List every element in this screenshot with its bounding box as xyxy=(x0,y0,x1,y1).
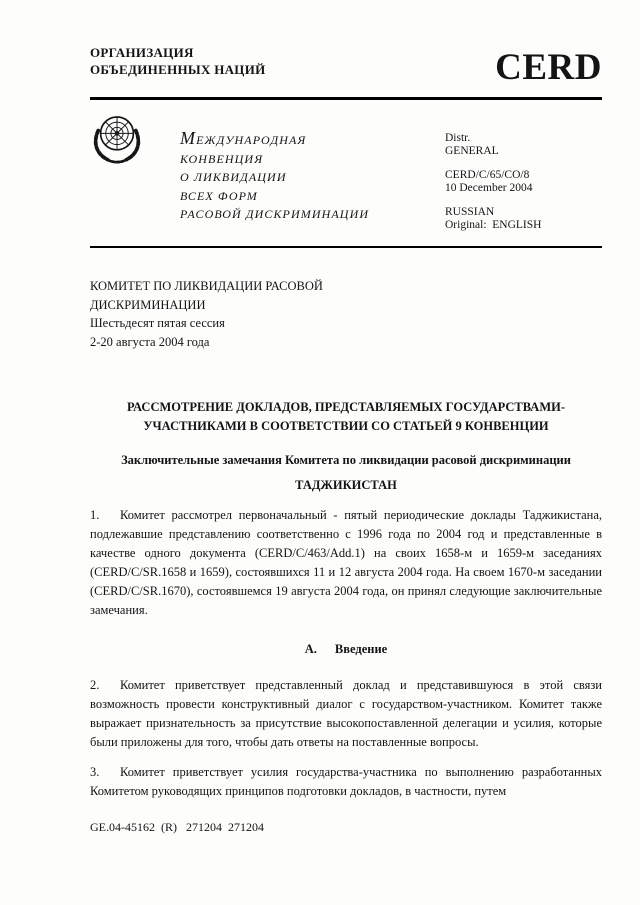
doc-original-language: Original: ENGLISH xyxy=(445,219,542,231)
doc-series-symbol: CERD xyxy=(495,47,602,88)
session-dates: 2-20 августа 2004 года xyxy=(90,334,210,349)
un-emblem-icon xyxy=(87,109,147,169)
section-a-title: Введение xyxy=(334,642,388,656)
paragraph-1-text: Комитет рассмотрел первоначальный - пятый периодические доклады Таджикистана, подлежавшие представлению соответственно с 1996 года по 2004 год и представленные в качестве одного документа (CERD/C/463/Add.1) на своих 1658-м и 1659-м заседаниях (CERD/C/SR.1658 и 1659), состоявшихся 11 и 12 августа 2004 года. На своем 1670-м заседании (CERD/C/SR.1670), состоявшемся 19 августа 2004 года, он принял следующие заключительные замечания. xyxy=(90,508,602,617)
convention-line5: РАСОВОЙ ДИСКРИМИНАЦИИ xyxy=(180,207,370,221)
distr-label: Distr. xyxy=(445,132,471,144)
org-name-block xyxy=(90,44,266,78)
masthead-divider xyxy=(90,246,602,248)
document-title xyxy=(90,398,602,436)
document-subtitle: Заключительные замечания Комитета по ликвидации расовой дискриминации xyxy=(121,453,571,467)
paragraph-2-text: Комитет приветствует представленный доклад и представившуюся в этой связи возможность провести конструктивный диалог с государством-участником. Комитет также выражает признательность за присутствие высокопоставленной делегации и усилия, которые были приложены для того, чтобы дать ответы на поставленные вопросы. xyxy=(90,678,602,749)
paragraph-1 xyxy=(90,506,602,620)
document-title-line2: УЧАСТНИКАМИ В СООТВЕТСТВИИ СО СТАТЬЕЙ 9 КОНВЕНЦИИ xyxy=(143,419,549,433)
session-name: Шестьдесят пятая сессия xyxy=(90,316,225,330)
header-divider xyxy=(90,97,602,100)
paragraph-2-number: 2. xyxy=(90,678,100,692)
convention-line3: О ЛИКВИДАЦИИ xyxy=(180,170,287,184)
paragraph-3-text: Комитет приветствует усилия государства-участника по выполнению разработанных Комитетом руководящих принципов подготовки докладов, в частности, путем xyxy=(90,765,602,798)
footer-reference: GE.04-45162 (R) 271204 271204 xyxy=(90,820,264,834)
org-name-line2: ОБЪЕДИНЕННЫХ НАЦИЙ xyxy=(90,62,266,77)
section-a-number: A. xyxy=(304,642,317,656)
paragraph-1-number: 1. xyxy=(90,508,100,522)
convention-title-block xyxy=(180,129,369,224)
org-name-line1: ОРГАНИЗАЦИЯ xyxy=(90,45,194,60)
country-name: ТАДЖИКИСТАН xyxy=(295,478,397,492)
paragraph-2 xyxy=(90,676,602,752)
convention-line2: КОНВЕНЦИЯ xyxy=(180,151,264,166)
doc-language: RUSSIAN xyxy=(445,206,495,218)
committee-name-line1: КОМИТЕТ ПО ЛИКВИДАЦИИ РАСОВОЙ xyxy=(90,279,323,293)
doc-date: 10 December 2004 xyxy=(445,182,533,194)
document-title-line1: РАССМОТРЕНИЕ ДОКЛАДОВ, ПРЕДСТАВЛЯЕМЫХ ГОСУДАРСТВАМИ- xyxy=(126,400,566,414)
paragraph-3-number: 3. xyxy=(90,765,100,779)
distribution-block xyxy=(445,132,541,243)
distr-value: GENERAL xyxy=(445,145,499,157)
paragraph-3 xyxy=(90,763,602,801)
committee-name-line2: ДИСКРИМИНАЦИИ xyxy=(90,297,206,312)
convention-line1: МЕЖДУНАРОДНАЯ xyxy=(180,128,307,148)
session-block xyxy=(90,277,323,351)
doc-symbol: CERD/C/65/CO/8 xyxy=(445,169,530,181)
convention-line4: ВСЕХ ФОРМ xyxy=(180,188,258,203)
section-a-heading xyxy=(90,640,602,659)
convention-initial: М xyxy=(180,128,197,148)
